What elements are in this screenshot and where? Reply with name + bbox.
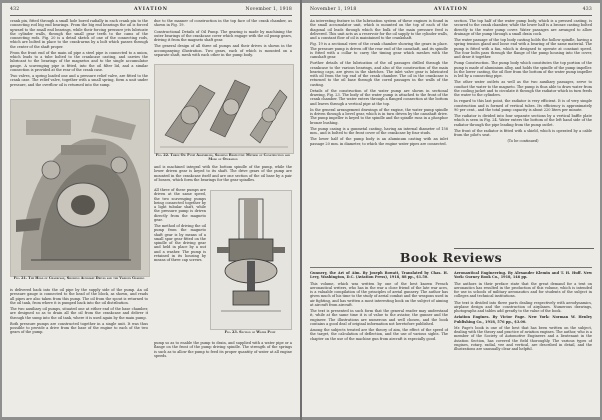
paragraph: Fig. 19 is a sectional view of the crank chamber showing the gears in place. The pressure pump is driven off the rear end of the camshaft, and its spindle is fitted with a collar to carry the timing gear which meshes with the camshaft gear. (310, 42, 448, 59)
review-col2 (454, 271, 592, 411)
fig23-caption-block (210, 330, 290, 338)
paragraph: Pump Construction. The pump body which constitutes the top portion of the pump is made of aluminium alloy, and holds the spindle of the pump impeller. In the lower casting, the oil flow from the bottom of the water pump impeller is led by a connecting pipe. (454, 61, 592, 78)
paragraph: In regard to this last point, the radiator is very efficient. It is of very simple construction and is formed of vertical tubes. Its efficiency is approximately 90 per cent., and the total pump capacity is about 220 liters per minute. (454, 99, 592, 112)
fig22-oil-pump-drawing (154, 64, 294, 154)
left-col2-top (154, 19, 292, 63)
header-rule (310, 15, 592, 16)
paragraph: From the front end of the main oil pipe a steel pipe is connected to a union, which leads to a tube bolted to the crankcase casting, and carries the lubricant to the bearings of the magnetos and to the single accumulator gauge. A scavenging pipe is fitted, into the oil filter lid, and a similar connection is provided at the rear of the crank case. (10, 50, 148, 72)
paragraph: The authors in their preface state that the great demand for a text on aeronautics has resulted in the production of this volume, which is intended for use in schools of military aeronautics and for students of the subject in colleges and technical institutions. (454, 281, 592, 299)
review-heading: Aeronautical Engineering. By Alexander Klemin and T. H. Huff. New York: Gurney Book Co., 1918, 146 pp. (454, 271, 592, 280)
paragraph: Two valves, a spring loaded one and a pressure relief valve, are fitted to the crank case. The relief valve, together with a small spring, form a unit under pressure, and the overflow oil is returned into the sump. (10, 74, 148, 87)
header-rule (10, 15, 292, 16)
figure-caption: Fig. 22. Three Oil Pump Assemblies, Showing Respective Method of Construction and Mode of Operation (155, 153, 291, 161)
page-number: 432 (10, 7, 20, 12)
paragraph: and is machined integral with the bottom spindle of the pump, while the lower driven gear is keyed to its shaft. The drive gears of the pump are mounted in the crankcase itself and are one section of the oil base by a pair of bosses, which form the bearings for the gear spindles. (154, 165, 292, 182)
fig23-water-pump-section (210, 190, 292, 330)
paragraph: Details of the construction of the water pump are shown in sectional drawing, Fig. 23. The body of the water pump is attached to the front of the crank chamber. The water enters through a flanged connection at the bottom and leaves through a vertical pipe at the top. (310, 88, 448, 106)
paragraph: The text is divided into three parts dealing respectively with aerodynamics, airplane design and the construction of airplanes. Numerous drawings, photographs and tables add greatly to the value of the book. (454, 300, 592, 313)
paragraph: Among the subjects treated are the theory of aim, the effect of the speed of the target, the calculation of deflection, and the use of various sights. The chapter on the use of the machine gun from aircraft is especially good. (310, 328, 448, 341)
paragraph: Both pressure pumps are constructed together in a single unit. It was thus possible to provide a drive from the base of the engine to each of the two gears of the pump. (10, 321, 148, 335)
paragraph: The radiator is divided into four separate sections by a vertical baffle plate which is seen in Fig. 24. Water enters the bottom of the left hand side of the radiator through the pipe leading from the pump outlet. (454, 114, 592, 127)
book-reviews-heading: Book Reviews (399, 250, 503, 265)
paragraph: The two auxiliary oil pumps, situated one at either end of the base chamber, are designed so as to drain all the oil from the crankcase and deliver it through the sump into the oil tank, where it is used again by the main pump. (10, 307, 148, 320)
left-col2-narrow (154, 188, 206, 338)
paragraph: Further details of the lubrication of the oil passages drilled through the crankcase to the various bearings, and also of the construction of the main bearing caps, are given in the sketches. The inlet valve gear is lubricated with oil from the top end of the crank chamber. The oil in the crankcase is returned to the oil base through the cored passages in the walls of the casting. (310, 61, 448, 87)
issue-date: November 1, 1918 (245, 7, 292, 12)
paragraph: The pump casing is a gunmetal casting, having an internal diameter of 158 mm., and is bolted to the front cover of the crankcase by four studs. (310, 126, 448, 135)
paragraph: The other water outlets as well as the two auxiliary passages, serve to conduct the water to the magneto. The pump is thus able to draw water from the cooling jacket and to circulate it through the radiator which in turn feeds the water to the cylinders. (454, 80, 592, 97)
review-heading: Aviation Engines. By Victor Page. New York: Norman W. Henley Publishing Co., 1918, 576 pp., $3.00. (454, 315, 592, 324)
fig21-caption-block (10, 276, 148, 286)
right-col1-text (310, 19, 448, 255)
paragraph: The front of the radiator is fitted with a shield, which is operated by a cable from the pilot's seat. (454, 128, 592, 137)
fig21-crankcase-photo (10, 99, 150, 277)
continued-note: (To be continued) (507, 139, 539, 144)
water-pump-illustration (211, 191, 291, 329)
oil-pump-illustration (155, 65, 293, 153)
paragraph: The water passage of the top body casting holds the hollow spindle, having a spring tension gland and loose end with a bearing of the same material. The pump is fitted with a fan, which is designed to operate at constant speed. The four bolts pass through the flange of the pump housing into the cover, and draw it together. (454, 38, 592, 59)
left-col1-bottom (10, 288, 148, 412)
paragraph: In the general arrangement drawings of the engine, the water pump spindle is driven through a bevel gear, which is in turn driven by the camshaft drive. The pump impeller is keyed to the spindle and the spindle runs in a phosphor bronze bushing. (310, 107, 448, 125)
paragraph: due to the manner of construction in the top face of the crank chamber, as shown in Fig. 19. (154, 19, 292, 28)
paragraph: Constructional Details of Oil Pump. The gearing is made by machining the outer bearings of the crankcase cover which engage with the oil pump gears, driving it from the magneto shaft gear. (154, 29, 292, 42)
left-col2-bottom (154, 341, 292, 411)
journal-title: AVIATION (433, 7, 469, 12)
paragraph: This volume, which was written by one of the best known French aeronautical writers, who has in the war a close friend of the late war aces, is a valuable compilation of the principles of aerial gunnery. The author has given much of his time to the study of aerial combat and the weapons used in air fighting, and has written a most interesting book on the subject of aiming at aircraft from aircraft. (310, 281, 448, 307)
fig22-caption-block (154, 153, 292, 163)
paragraph: Mr. Page's book is one of the best that has been written on the subject, dealing with the theory and practice of aviation engines. The author, who is a member of the Society of Automotive Engineers and a lieutenant in the Aviation Section, has covered the field thoroughly. The various types of engines, rotary, radial, vee and vertical, are described in detail, and the illustrations are unusually clear and helpful. (454, 325, 592, 351)
paragraph: An interesting feature in the lubrication system of these engines is found in the small accumulator unit, which is mounted on the top of each of the diagonal oil leads through which the bulk of the main pressure feed is delivered. This unit acts as a reservoir for the oil supply to the cylinder walls, and a constant flow of oil is maintained to the crankshaft. (310, 19, 448, 40)
crankcase-illustration (11, 100, 149, 276)
review-heading: Gunnery, the Art of Aim. By Joseph Rowatt, Translated by Chas. H. Levy, Washington, D.C. (Aviation Press), 1918, 88 pp., $1.50. (310, 271, 448, 280)
page-number: 433 (582, 7, 592, 12)
figure-caption: Fig. 21. The Head of Crankcase, Showing Auxiliary Drives and the Various Gearing (13, 276, 145, 280)
review-bottom-rule (310, 267, 592, 268)
paragraph: The text is presented in such form that the general reader may understand it, while at the same time it is of value to the aviator, the gunner and the engineer. The illustrations are numerous and well chosen, and the book contains a good deal of original information not heretofore published. (310, 309, 448, 326)
paragraph: is delivered back into the oil pipe by the supply side of the pump. An oil pressure gauge is connected to the head of the block, as shown, and reads all pipes are also taken from this pump. The oil from the spout is returned to the oil tank, from where it is pumped back into the oil distribution. (10, 288, 148, 305)
issue-date: November 1, 1918 (310, 7, 357, 12)
journal-title: AVIATION (133, 7, 169, 12)
left-page (2, 3, 300, 417)
review-col1 (310, 271, 448, 411)
paragraph: crank pin, fitted through a small hole bored radially in each crank pin to the connecting rod big end bearings. From the big end bearings the oil is forced upward to the small end bearings, while their forcing pressure jets lubricate the cylinder walls, through the small gear teeth to the cams of the connecting rods. Fig. 20 is a detail sketch of one of the connecting rods, which are bolted in place to the crank-arms by a bolt which passes through the center of the shaft proper. (10, 19, 148, 49)
paragraph: The method of driving the oil pump from the magneto shaft gear is by means of a small spur gear fitted on the spindle of the driving gear and held in place by a nut and a washer. The pump is retained in its housing by means of three cap screws. (154, 224, 206, 262)
figure-caption: Fig. 23. Section of Water Pump (224, 330, 276, 334)
right-page (302, 3, 600, 417)
paragraph: section. The top half of the water pump body, which is a pressed casting, is secured to the crank chamber, while the lower half is a bronze casting bolted directly to the water pump cover. Water passages are arranged to allow drainage of the pump through a small drain cock. (454, 19, 592, 36)
review-top-rule (454, 248, 594, 249)
paragraph: All three of these pumps are driven at the same speed, the two scavenging pumps being connected together by a light tubular shaft, while the pressure pump is driven directly from the magneto gear. (154, 188, 206, 222)
paragraph: The general design of all three oil pumps and their drives is shown in the accompanying illustration. Two gears, each of which is mounted on a separate shaft, mesh with each other in the pump body. (154, 44, 292, 57)
left-col1-top (10, 19, 148, 97)
left-col2-middle (154, 165, 292, 187)
right-col2-text (454, 19, 592, 247)
paragraph: The lower half of the pump body is an aluminum casting with an inlet passage 20 mm. in diameter, to which the engine water pipes are connected. (310, 137, 448, 146)
paragraph: pump so as to enable the pump to drain, and supplied with a water pipe or a flange on the front of the pump driving spindle. The strength of the springs is such as to allow the pump to feed its proper quantity of water at all engine speeds. (154, 341, 292, 358)
